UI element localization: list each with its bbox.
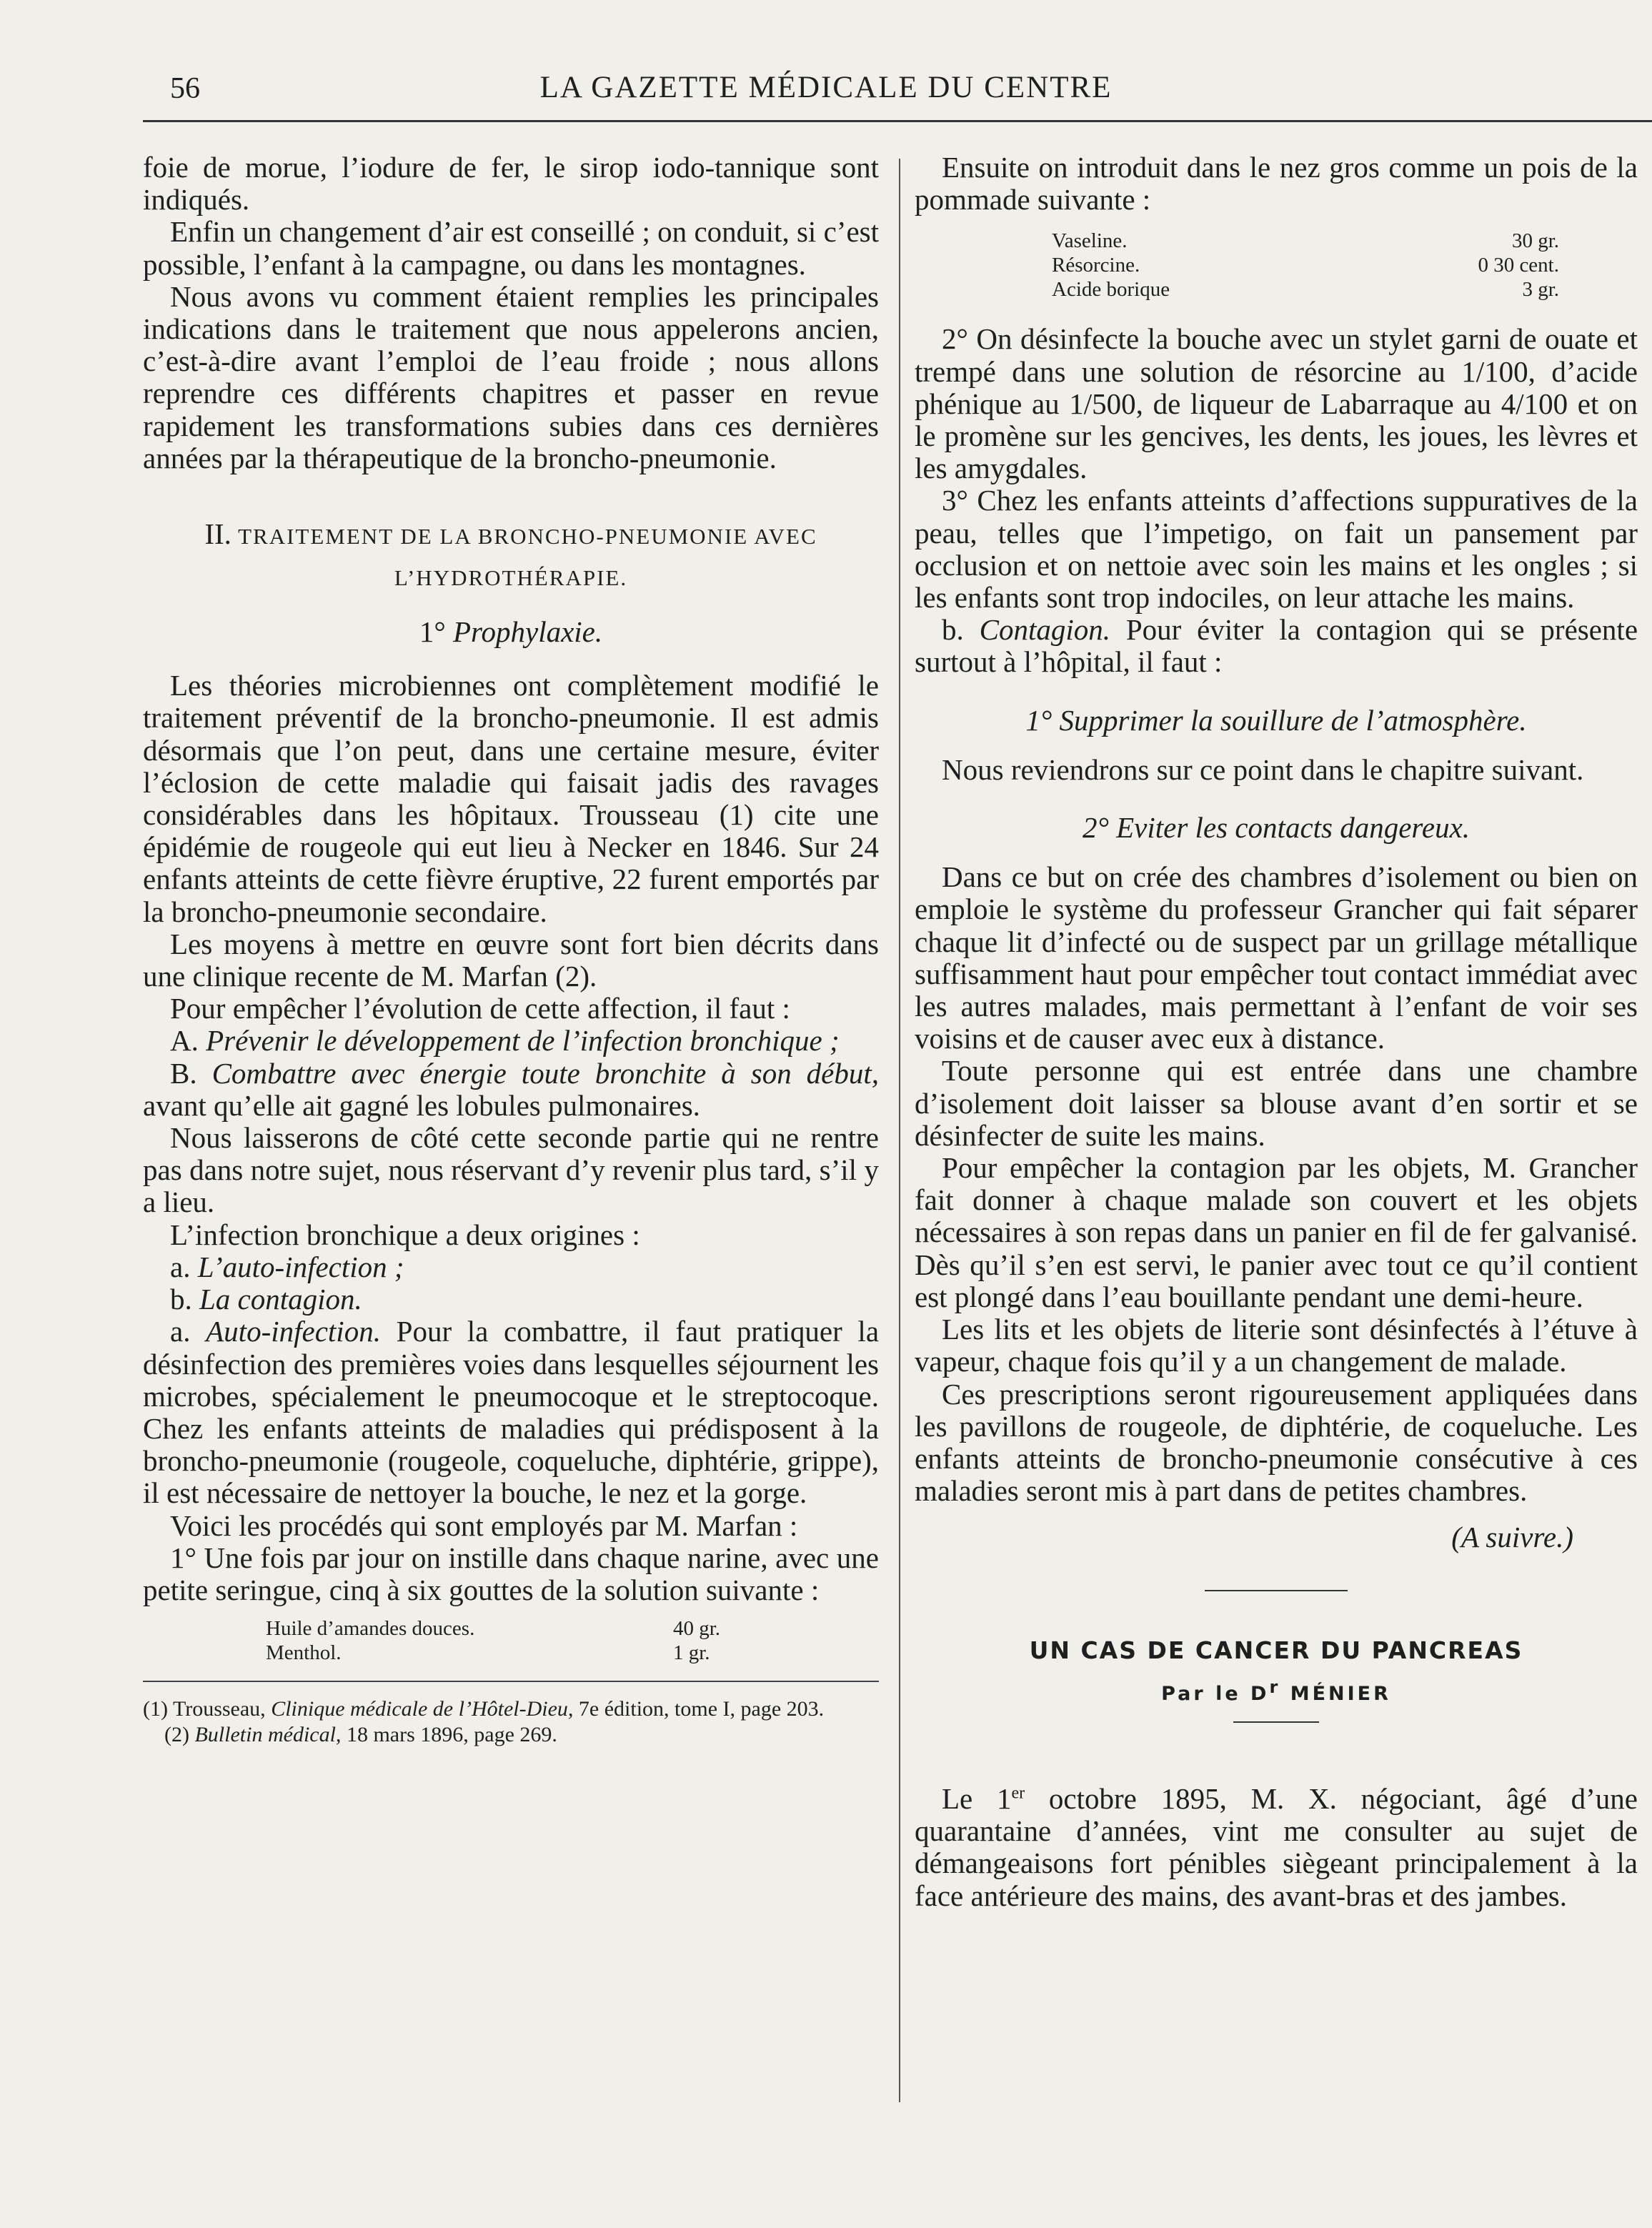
- paragraph: [143, 1316, 879, 1509]
- paragraph: Les lits et les objets de literie sont désinfectés à l’étuve à vapeur, chaque fois qu’il y a un changement de malade.: [915, 1313, 1638, 1378]
- footnote-text: 18 mars 1896, page 269.: [346, 1723, 557, 1747]
- footnote-italic: Bulletin médical,: [194, 1723, 342, 1747]
- spacer: [143, 474, 879, 513]
- byline-superscript: r: [1269, 1676, 1281, 1697]
- paragraph: [143, 1058, 879, 1122]
- paragraph: 1° Une fois par jour on instille dans chaque narine, avec une petite seringue, cinq à six gouttes de la solution suivante :: [143, 1541, 879, 1606]
- paragraph: Pour empêcher la contagion par les objets, M. Grancher fait donner à chaque malade son couvert et les objets nécessaires à son repas dans un panier en fil de fer galvanisé. Dès qu’il s’en est servi, le panier avec tout ce qu’il contient est plongé dans l’eau bouillante pendant une demi-heure.: [915, 1151, 1638, 1313]
- italic-text: Contagion.: [979, 613, 1110, 647]
- spacer: [143, 648, 879, 670]
- paragraph-text: Le 1: [942, 1781, 1012, 1815]
- recipe-amount: 1 gr.: [673, 1641, 710, 1665]
- list-label: A.: [170, 1024, 199, 1058]
- paragraph: L’infection bronchique a deux origines :: [170, 1218, 640, 1251]
- list-label: b.: [170, 1283, 192, 1316]
- subsection-heading: 2° Eviter les contacts dangereux.: [1082, 811, 1471, 845]
- italic-text: L’auto-infection ;: [197, 1250, 404, 1283]
- italic-text: La contagion.: [199, 1283, 362, 1316]
- list-label: B.: [170, 1056, 197, 1090]
- subsection-heading: [143, 616, 879, 648]
- footnote-text: (2): [164, 1723, 189, 1747]
- footnote-text: 7e édition, tome I, page 203.: [578, 1697, 825, 1721]
- paragraph-text: avant qu’elle ait gagné les lobules pulmonaires.: [143, 1088, 700, 1122]
- recipe-amount: 3 gr.: [1522, 278, 1559, 302]
- spacer: [143, 599, 879, 616]
- paragraph: Ces prescriptions seront rigoureusement appliquées dans les pavillons de rougeole, de diphtérie, de coqueluche. Les enfants atteints de broncho-pneumonie consécutive à ces maladies seront mis à part dans de petites chambres.: [915, 1377, 1638, 1508]
- spacer: [915, 844, 1638, 861]
- byline-prefix: Par le D: [1161, 1682, 1270, 1705]
- italic-text: Combattre avec énergie toute bronchite à son début,: [212, 1056, 879, 1090]
- spacer: [915, 786, 1638, 812]
- footnote-text: (1) Trousseau,: [143, 1697, 266, 1721]
- list-label: a.: [170, 1250, 191, 1283]
- spacer: [915, 679, 1638, 705]
- paragraph: Toute personne qui est entrée dans une chambre d’isolement doit laisser sa blouse avant d’en sortir et se désinfecter de suite les mains.: [915, 1054, 1638, 1152]
- page-number: 56: [170, 72, 200, 105]
- recipe-item: Résorcine.: [1052, 254, 1140, 277]
- footnote: [143, 1722, 879, 1748]
- right-column: [915, 151, 1638, 1912]
- paragraph: 3° Chez les enfants atteints d’affections suppuratives de la peau, telles que l’impetigo, on fait un pansement par occlusion et on nettoie avec soin les mains et les ongles ; si les enfants sont trop indociles, on leur attache les mains.: [915, 484, 1638, 615]
- list-label: a.: [170, 1315, 191, 1348]
- byline: [915, 1678, 1638, 1710]
- recipe-amount: 0 30 cent.: [1478, 254, 1559, 277]
- header-rule: [143, 120, 1652, 122]
- section-heading: [143, 513, 879, 599]
- byline-author: MÉNIER: [1290, 1682, 1391, 1705]
- recipe-item: Menthol.: [266, 1641, 342, 1665]
- paragraph-text: octobre 1895, M. X. négociant, âgé d’une quarantaine d’années, vint me consulter au sujet de démangeaisons fort pénibles siègeant principalement à la face antérieure des mains, des avant-bras et des jambes.: [915, 1781, 1638, 1912]
- column-rule: [899, 159, 900, 2102]
- footnote-italic: Clinique médicale de l’Hôtel-Dieu,: [271, 1697, 574, 1721]
- paragraph: Nous reviendrons sur ce point dans le chapitre suivant.: [942, 752, 1584, 786]
- footnote-rule: [143, 1681, 879, 1682]
- paragraph: foie de morue, l’iodure de fer, le sirop iodo-tannique sont indiqués.: [143, 151, 879, 217]
- paragraph: [915, 1783, 1638, 1912]
- separator-rule: [1205, 1590, 1348, 1591]
- running-head: [0, 66, 1652, 109]
- paragraph: [143, 1251, 879, 1283]
- paragraph: Nous avons vu comment étaient remplies les principales indications dans le traitement que nous appelerons ancien, c’est-à-dire avant l’emploi de l’eau froide ; nous allons reprendre ces différents chapitres et passer en revue rapidement les transformations subies dans ces dernières années par la thérapeutique de la broncho-pneumonie.: [143, 279, 879, 474]
- spacer: [915, 1723, 1638, 1783]
- paragraph-text: Pour éviter la contagion qui se présente surtout à l’hôpital, il faut :: [915, 613, 1638, 679]
- section-title-line-2: L’HYDROTHÉRAPIE.: [394, 565, 628, 591]
- subsection-heading: 1° Supprimer la souillure de l’atmosphère.: [1025, 703, 1527, 737]
- recipe-amount: 40 gr.: [673, 1617, 721, 1641]
- paragraph: [143, 1283, 879, 1316]
- italic-text: Auto-infection.: [206, 1315, 381, 1348]
- paragraph: Les moyens à mettre en œuvre sont fort bien décrits dans une clinique recente de M. Marfan (2).: [143, 927, 879, 993]
- paragraph: 2° On désinfecte la bouche avec un stylet garni de ouate et trempé dans une solution de résorcine au 1/100, d’acide phénique au 1/500, de liqueur de Labarraque au 4/100 et on le promène sur les gencives, les dents, les joues, les lèvres et les amygdales.: [915, 322, 1638, 485]
- section-title-line-1: TRAITEMENT DE LA BRONCHO-PNEUMONIE AVEC: [238, 524, 817, 549]
- paragraph: Ensuite on introduit dans le nez gros comme un pois de la pommade suivante :: [915, 151, 1638, 217]
- recipe-item: Huile d’amandes douces.: [266, 1617, 475, 1641]
- paragraph: Nous laisserons de côté cette seconde partie qui ne rentre pas dans notre sujet, nous réservant d’y revenir plus tard, s’il y a lieu.: [143, 1121, 879, 1219]
- left-column: [143, 151, 879, 1748]
- paragraph: Les théories microbiennes ont complètement modifié le traitement préventif de la broncho-pneumonie. Il est admis désormais que l’on peut, dans une certaine mesure, éviter l’éclosion de cette maladie qui faisait jadis des ravages considérables dans les hôpitaux. Trousseau (1) cite une épidémie de rougeole qui eut lieu à Necker en 1846. Sur 24 enfants atteints de cette fièvre éruptive, 22 furent emportés par la broncho-pneumonie secondaire.: [143, 669, 879, 928]
- list-label: b.: [942, 613, 964, 647]
- ordinal-superscript: er: [1011, 1784, 1025, 1803]
- paragraph: Dans ce but on crée des chambres d’isolement ou bien on emploie le système du professeur Grancher qui fait séparer chaque lit d’infecté ou de suspect par un grillage métallique suffisamment haut pour empêcher tout contact immédiat avec les autres malades, mais permettant à l’enfant de voir ses voisins et de causer avec eux à distance.: [915, 860, 1638, 1055]
- footnote: [143, 1696, 879, 1722]
- paragraph-text: Pour la combattre, il faut pratiquer la désinfection des premières voies dans lesquelles séjournent les microbes, spécialement le pneumocoque et le streptocoque. Chez les enfants atteints de maladies qui prédisposent à la broncho-pneumonie (rougeole, coqueluche, diphtérie, grippe), il est nécessaire de nettoyer la bouche, le nez et la gorge.: [143, 1315, 880, 1510]
- section-number: II.: [204, 517, 232, 551]
- paragraph: [143, 1025, 879, 1057]
- recipe-item: Vaseline.: [1052, 229, 1128, 253]
- recipe-item: Acide borique: [1052, 278, 1170, 302]
- journal-title: LA GAZETTE MÉDICALE DU CENTRE: [539, 71, 1113, 104]
- paragraph: Enfin un changement d’air est conseillé ; on conduit, si c’est possible, l’enfant à la campagne, ou dans les montagnes.: [143, 215, 879, 281]
- article-title: UN CAS DE CANCER DU PANCREAS: [1029, 1636, 1523, 1664]
- subsection-number: 1°: [419, 615, 446, 649]
- recipe-amount: 30 gr.: [1511, 229, 1559, 253]
- to-be-continued: (A suivre.): [1451, 1521, 1573, 1554]
- paragraph: Pour empêcher l’évolution de cette affection, il faut :: [170, 992, 790, 1025]
- subsection-title: Prophylaxie.: [453, 615, 603, 649]
- recipe-table: [266, 1616, 879, 1665]
- paragraph: [915, 614, 1638, 678]
- italic-text: Prévenir le développement de l’infection bronchique ;: [206, 1024, 840, 1058]
- paragraph: Voici les procédés qui sont employés par M. Marfan :: [170, 1508, 798, 1542]
- recipe-table: [1052, 229, 1638, 302]
- spacer: [915, 737, 1638, 754]
